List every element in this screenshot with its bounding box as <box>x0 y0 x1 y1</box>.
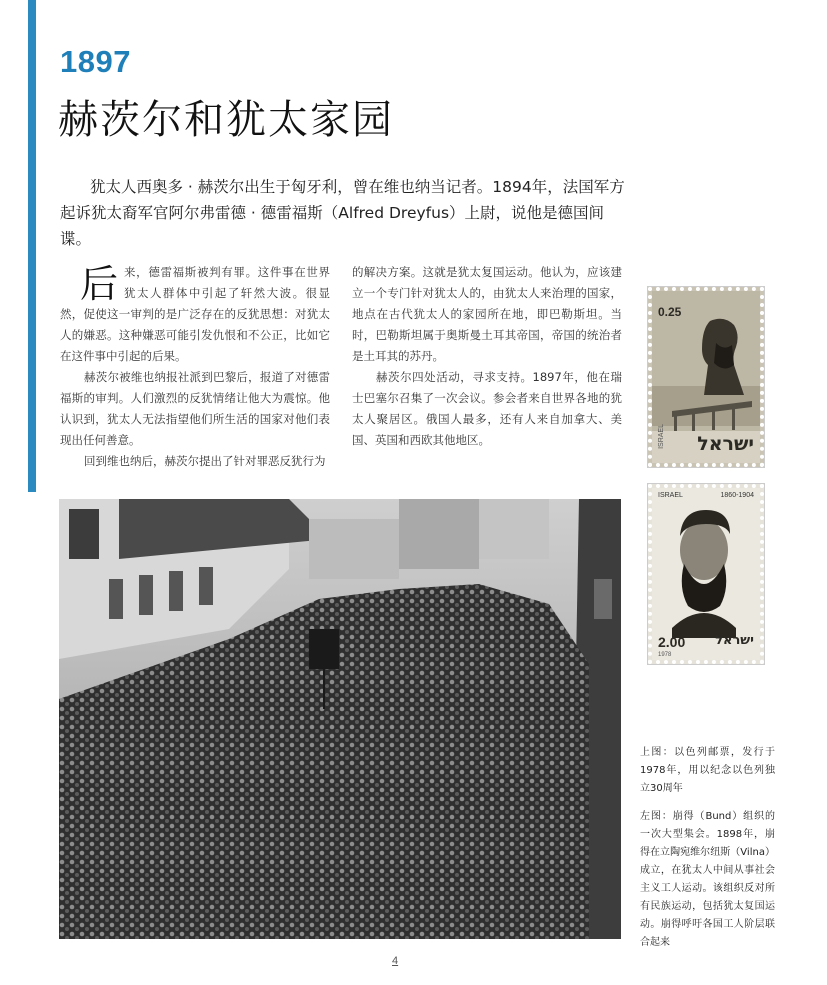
drop-cap: 后 <box>80 262 119 306</box>
body-column-left <box>60 262 330 472</box>
page-number: 4 <box>392 955 399 967</box>
year-heading: 1897 <box>60 44 131 79</box>
page-title: 赫茨尔和犹太家园 <box>58 97 394 143</box>
stamp-value: 0.25 <box>658 305 682 319</box>
stamp-country-hebrew: ישראל <box>697 433 754 455</box>
caption-stamps: 上图：以色列邮票，发行于1978年，用以纪念以色列独立30周年 <box>640 747 775 794</box>
stamp-country-hebrew: ישראל <box>715 633 754 648</box>
accent-bar <box>28 0 36 492</box>
stamp-country-latin: ISRAEL <box>658 424 665 449</box>
body-paragraph: 后来，德雷福斯被判有罪。这件事在世界犹太人群体中引起了轩然大波。很显然，促使这一审判的是广泛存在的反犹思想：对犹太人的嫌恶。这种嫌恶可能引发仇恨和不公正，比如它在这件事中引起的后果。 <box>60 262 330 363</box>
bund-rally-photo <box>59 499 621 939</box>
stamp-value: 2.00 <box>658 634 686 650</box>
crowd-street-photo-icon <box>59 499 621 939</box>
stamp-year: 1978 <box>658 652 672 658</box>
stamp-header: ISRAEL <box>658 492 683 499</box>
body-column-right <box>352 262 622 451</box>
body-paragraph: 赫茨尔四处活动，寻求支持。1897年，他在瑞士巴塞尔召集了一次会议。参会者来自世界各地的犹太人聚居区。俄国人最多，还有人来自加拿大、美国、英国和西欧其他地区。 <box>352 370 622 447</box>
stamp-dates: 1860-1904 <box>720 492 754 499</box>
body-paragraph: 的解决方案。这就是犹太复国运动。他认为，应该建立一个专门针对犹太人的，由犹太人来治理的国家，地点在古代犹太人的家园所在地，即巴勒斯坦。当时，巴勒斯坦属于奥斯曼土耳其帝国，帝国的统治者是土耳其的苏丹。 <box>352 265 622 363</box>
intro-paragraph: 犹太人西奥多 · 赫茨尔出生于匈牙利，曾在维也纳当记者。1894年，法国军方起诉犹太裔军官阿尔弗雷德 · 德雷福斯（Alfred Dreyfus）上尉，说他是德国间谍。 <box>60 178 625 248</box>
body-paragraph: 回到维也纳后，赫茨尔提出了针对罪恶反犹行为 <box>84 454 326 468</box>
caption-photo: 左图：崩得（Bund）组织的一次大型集会。1898年，崩得在立陶宛维尔纽斯（Vilna）成立，在犹太人中间从事社会主义工人运动。该组织反对所有民族运动，包括犹太复国运动。崩得呼吁各国工人阶层联合起来 <box>640 811 775 948</box>
herzl-stamp-balcony <box>648 287 764 467</box>
body-paragraph: 赫茨尔被维也纳报社派到巴黎后，报道了对德雷福斯的审判。人们激烈的反犹情绪让他大为震惊。他认识到，犹太人无法指望他们所生活的国家对他们表现出任何善意。 <box>60 370 330 447</box>
herzl-stamp-portrait <box>648 484 764 664</box>
